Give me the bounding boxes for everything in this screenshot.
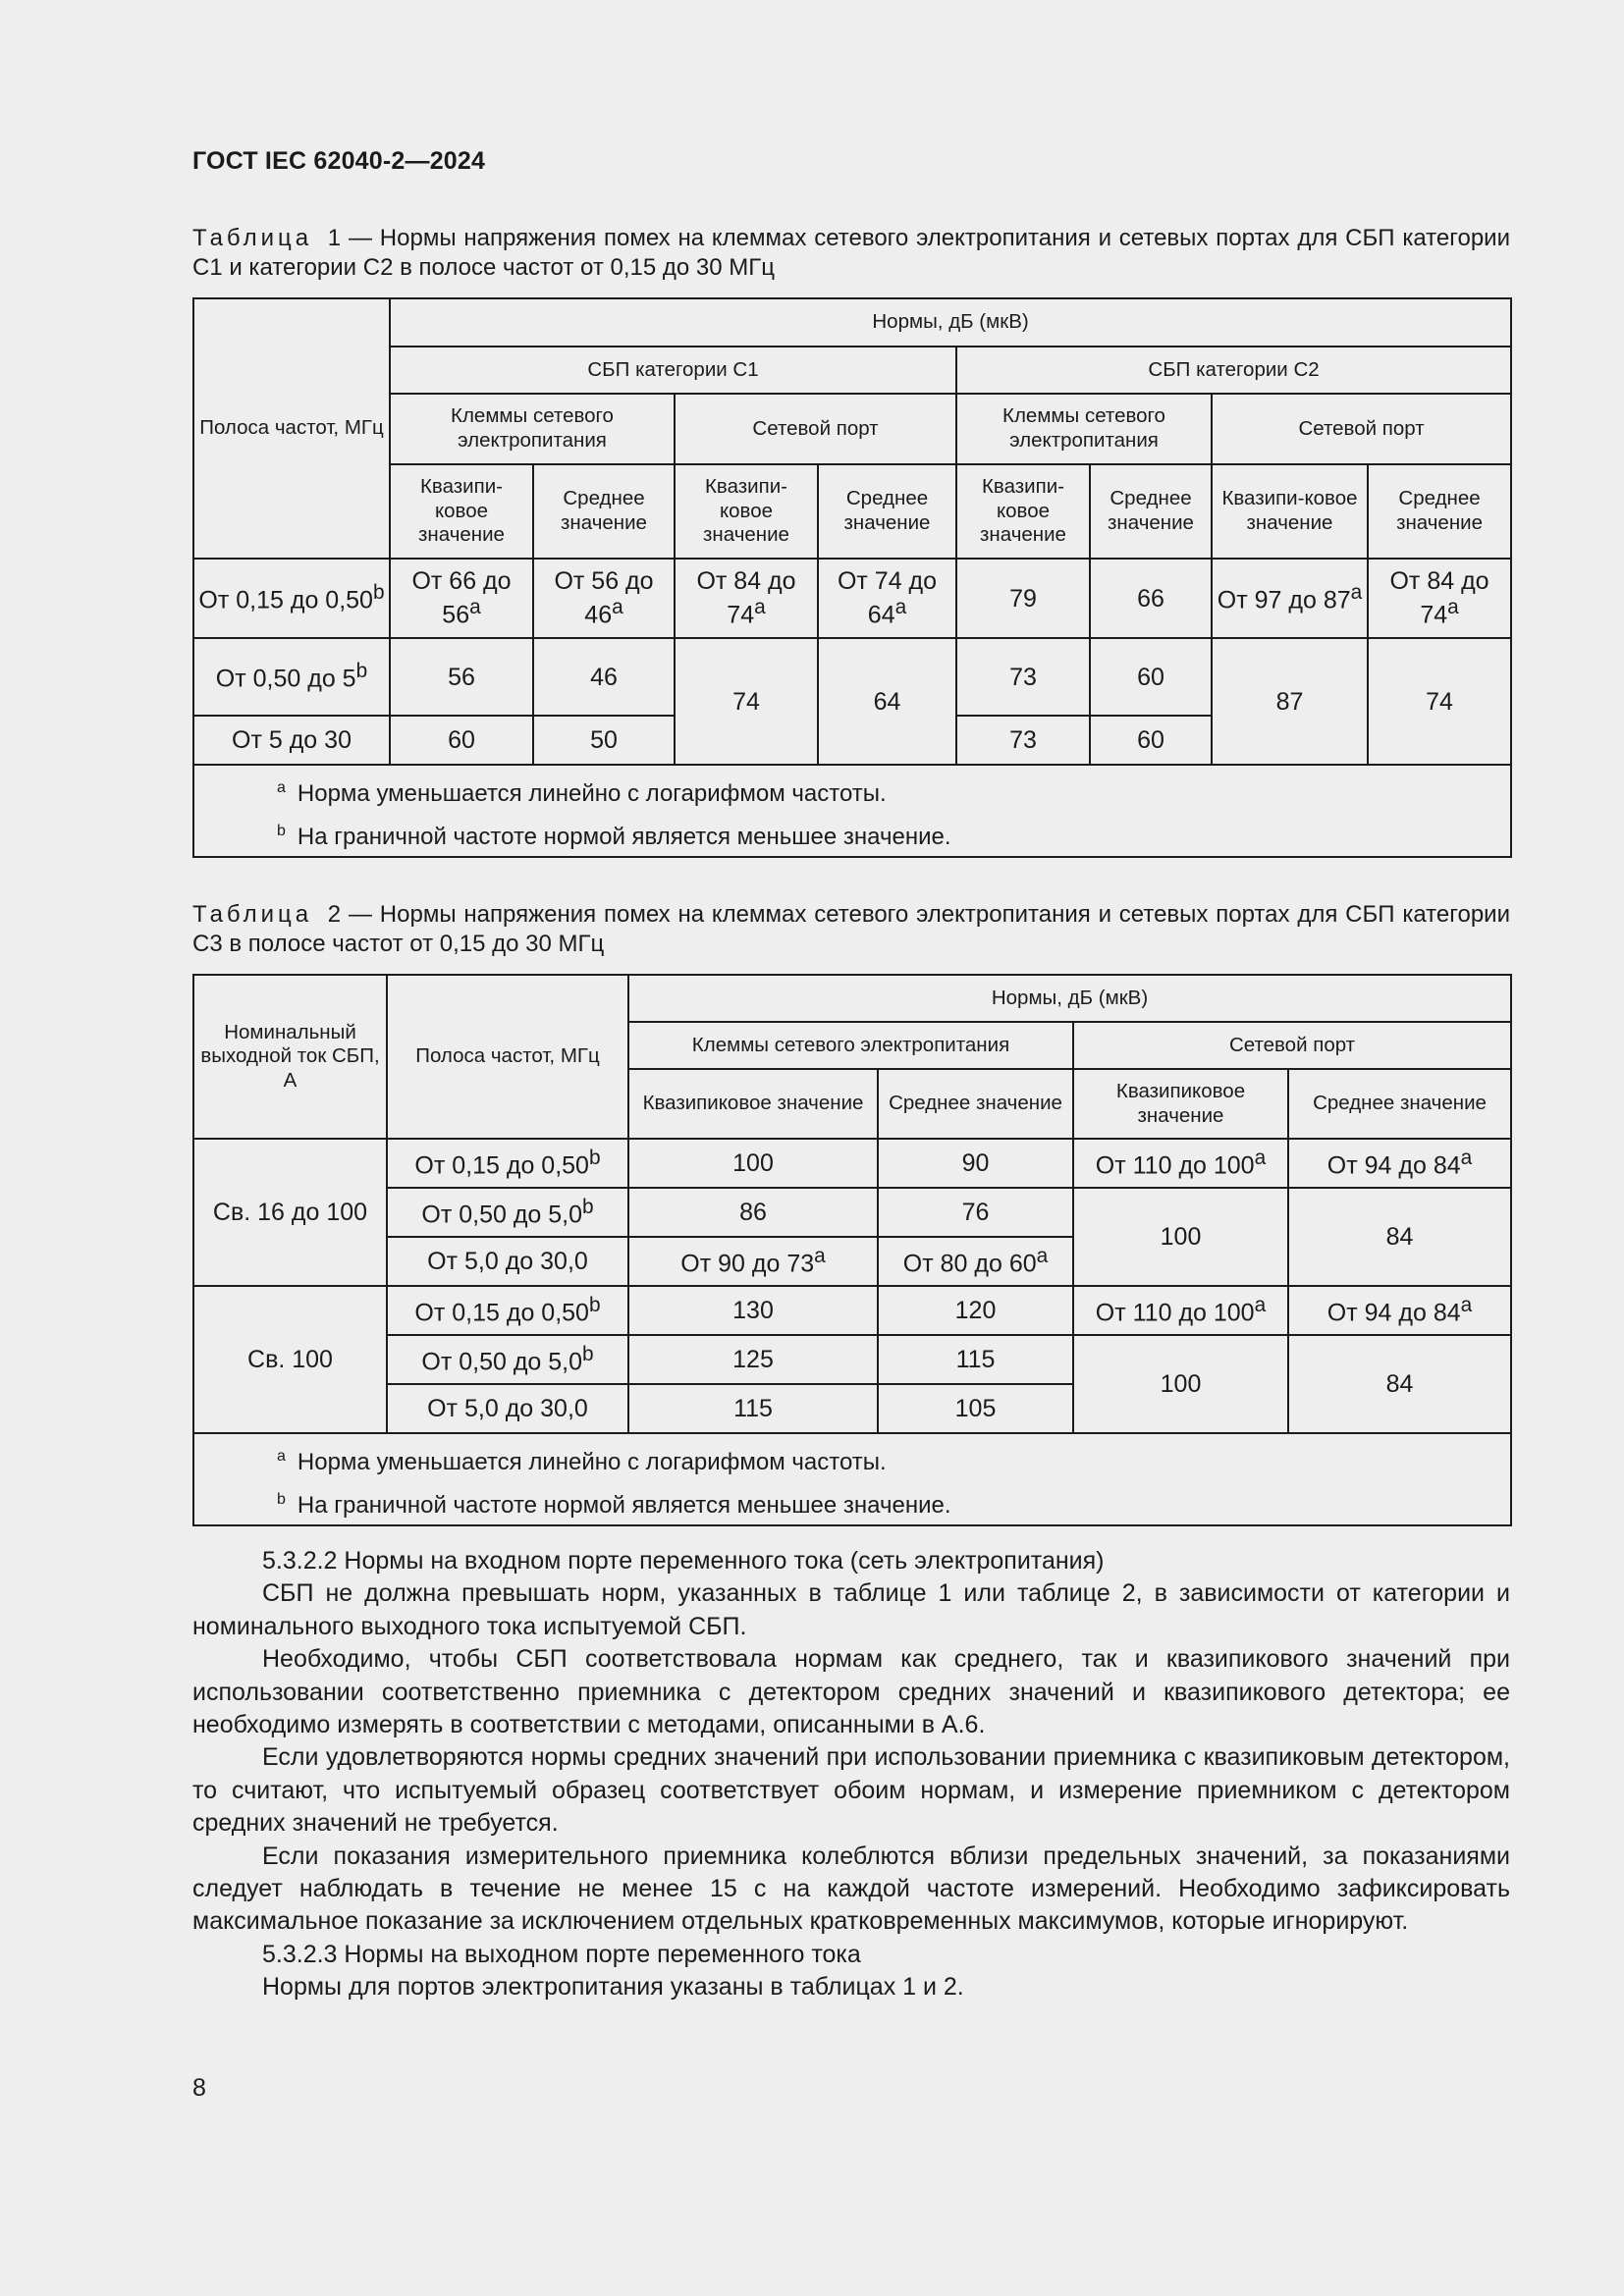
footnote-mark: a [277,1448,286,1465]
footnote-mark: a [1460,1293,1473,1316]
footnote-mark: a [1350,581,1363,605]
cell-value: От 97 до 87 [1217,586,1351,614]
cell-value: От 84 до 74 [1389,567,1489,629]
footnote-mark: a [1460,1146,1473,1169]
t2-cell: 84 [1288,1335,1511,1433]
footnote-mark: b [372,581,385,605]
table-row [193,1335,1511,1384]
table2 [192,974,1512,1526]
footnote-mark: a [277,779,286,796]
t2-cell: 76 [878,1188,1073,1237]
t2-cell: 115 [878,1335,1073,1384]
t1-cell: 73 [956,638,1090,716]
t1-h-qp: Квазипи-ковое значение [1212,464,1368,559]
t1-h-c2-mains: Клеммы сетевого электропитания [956,394,1212,464]
cell-value: От 110 до 100 [1095,1151,1255,1180]
cell-value: От 84 до 74 [696,567,796,629]
t1-cell: 60 [1090,716,1212,765]
t2-note-b: На граничной частоте нормой является меньшее значение. [297,1492,951,1519]
t1-cell [193,638,390,716]
t2-h-qp: Квазипиковое значение [1073,1069,1288,1139]
t1-cell [818,559,956,638]
table-row [193,1286,1511,1335]
t1-h-c1-net: Сетевой порт [675,394,956,464]
t1-cell: 66 [1090,559,1212,638]
t1-cell [533,559,675,638]
t2-cell: 100 [1073,1335,1288,1433]
footnote-mark: b [582,1195,594,1218]
cell-value: От 0,15 до 0,50 [198,586,373,614]
section-heading: 5.3.2.3 Нормы на выходном порте переменного тока [262,1940,861,1968]
footnote-mark: a [1254,1146,1267,1169]
table1 [192,297,1512,858]
cell-value: От 0,15 до 0,50 [414,1151,589,1180]
t2-cell: 100 [1073,1188,1288,1286]
paragraph: Необходимо, чтобы СБП соответствовала нормам как среднего, так и квазипикового значений при использовании соответственно приемника с детектором средних значений и квазипикового детектора; ее необходимо измерять в соответствии с методами, описанными в А.6. [192,1645,1510,1739]
t2-cell [387,1139,628,1188]
t2-cell [387,1188,628,1237]
cell-value: От 94 до 84 [1326,1299,1461,1327]
t2-h-qp: Квазипиковое значение [628,1069,878,1139]
t2-h-avg: Среднее значение [1288,1069,1511,1139]
t2-cell: 100 [628,1139,878,1188]
footnote-mark: b [582,1342,594,1365]
footnote-mark: b [277,1491,286,1508]
t2-cell [1288,1139,1511,1188]
page-number: 8 [192,2074,206,2102]
t2-cell [387,1335,628,1384]
t1-cell: 56 [390,638,533,716]
t1-h-c2-net: Сетевой порт [1212,394,1511,464]
t1-cell: От 5 до 30 [193,716,390,765]
t1-cell: 60 [390,716,533,765]
t1-h-avg: Среднее значение [533,464,675,559]
paragraph: СБП не должна превышать норм, указанных в таблице 1 или таблице 2, в зависимости от категории и номинального выходного тока испытуемой СБП. [192,1579,1510,1640]
table1-caption-label: Таблица [192,225,313,251]
cell-value: От 80 до 60 [902,1250,1037,1278]
t2-h-norms: Нормы, дБ (мкВ) [628,975,1511,1022]
t2-cell [387,1286,628,1335]
t2-cell [1073,1286,1288,1335]
cell-value: От 0,50 до 5,0 [421,1348,583,1376]
body-text [192,1545,1510,2004]
t1-cell: 74 [1368,638,1511,765]
t1-cell [675,559,818,638]
t2-cell: 90 [878,1139,1073,1188]
t1-note-b: На граничной частоте нормой является меньшее значение. [297,824,951,850]
t2-cell: 84 [1288,1188,1511,1286]
t1-cell: 73 [956,716,1090,765]
table-row [193,1188,1511,1237]
t1-h-qp: Квазипи-ковое значение [390,464,533,559]
cell-value: От 0,50 до 5,0 [421,1201,583,1229]
cell-value: От 56 до 46 [554,567,654,629]
paragraph: Если показания измерительного приемника колеблются вблизи предельных значений, за показаниями следует наблюдать в течение не менее 15 с на каждой частоте измерений. Необходимо зафиксировать максимальное показание за исключением отдельных кратковременных максимумов, которые игнорируют. [192,1842,1510,1936]
table-row [193,559,1511,638]
t1-h-qp: Квазипи-ковое значение [675,464,818,559]
t2-cell: 105 [878,1384,1073,1433]
t1-h-norms: Нормы, дБ (мкВ) [390,298,1511,347]
t2-h-current: Номинальный выходной ток СБП, А [193,975,387,1139]
footnote-mark: a [754,596,766,619]
t2-cell: 115 [628,1384,878,1433]
t1-h-avg: Среднее значение [1090,464,1212,559]
t2-cell: 120 [878,1286,1073,1335]
t1-h-freq: Полоса частот, МГц [193,298,390,559]
footnote-mark: a [814,1244,826,1267]
footnote-mark: b [588,1146,601,1169]
t1-cell: 46 [533,638,675,716]
t1-cell [1212,559,1368,638]
t2-h-avg: Среднее значение [878,1069,1073,1139]
table1-caption-text: 1 — Нормы напряжения помех на клеммах сетевого электропитания и сетевых портах для СБП категории С1 и категории С2 в полосе частот от 0,15 до 30 МГц [192,225,1510,281]
footnote-mark: a [612,596,623,619]
t1-cell: 60 [1090,638,1212,716]
t1-cell: 79 [956,559,1090,638]
t1-h-c2: СБП категории С2 [956,347,1511,394]
cell-value: От 110 до 100 [1095,1299,1255,1327]
section-heading: 5.3.2.2 Нормы на входном порте переменного тока (сеть электропитания) [262,1547,1105,1575]
t2-cell: От 5,0 до 30,0 [387,1237,628,1286]
footnote-mark: b [588,1293,601,1316]
footnote-mark: b [355,660,368,683]
paragraph: Если удовлетворяются нормы средних значений при использовании приемника с квазипиковым детектором, то считают, что испытуемый образец соответствует обоим нормам, и измерение приемником с детектором средних значений не требуется. [192,1743,1510,1838]
t1-cell [390,559,533,638]
table-row [193,1139,1511,1188]
table2-caption [192,900,1510,959]
t2-cell [1288,1286,1511,1335]
t1-cell: 74 [675,638,818,765]
t1-footnotes [193,765,1511,857]
t2-cell: 125 [628,1335,878,1384]
footnote-mark: a [894,596,907,619]
t1-cell [193,559,390,638]
t1-cell: 64 [818,638,956,765]
t2-note-a: Норма уменьшается линейно с логарифмом частоты. [297,1449,887,1475]
cell-value: От 90 до 73 [680,1250,815,1278]
t2-h-freq: Полоса частот, МГц [387,975,628,1139]
t2-h-mains: Клеммы сетевого электропитания [628,1022,1073,1069]
footnote-mark: a [1447,596,1459,619]
t2-cell: 130 [628,1286,878,1335]
t1-h-avg: Среднее значение [818,464,956,559]
table-row [193,638,1511,716]
table2-caption-text: 2 — Нормы напряжения помех на клеммах сетевого электропитания и сетевых портах для СБП категории С3 в полосе частот от 0,15 до 30 МГц [192,901,1510,957]
cell-value: От 66 до 56 [411,567,512,629]
t2-cell [628,1237,878,1286]
t1-cell: 50 [533,716,675,765]
t1-note-a: Норма уменьшается линейно с логарифмом частоты. [297,780,887,807]
cell-value: От 0,50 до 5 [215,665,356,693]
table2-caption-label: Таблица [192,901,313,928]
footnote-mark: b [277,823,286,839]
t1-h-qp: Квазипи-ковое значение [956,464,1090,559]
t1-cell [1368,559,1511,638]
t2-cell [1073,1139,1288,1188]
footnote-mark: a [1036,1244,1049,1267]
t1-h-c1-mains: Клеммы сетевого электропитания [390,394,675,464]
t2-cell [878,1237,1073,1286]
footnote-mark: a [469,596,481,619]
paragraph: Нормы для портов электропитания указаны в таблицах 1 и 2. [262,1973,964,2002]
standard-designation: ГОСТ IEC 62040-2—2024 [192,147,486,175]
table1-caption [192,224,1510,283]
t2-cell-current: Св. 100 [193,1286,387,1433]
cell-value: От 74 до 64 [837,567,938,629]
t2-cell: От 5,0 до 30,0 [387,1384,628,1433]
t2-h-net: Сетевой порт [1073,1022,1511,1069]
t1-cell: 87 [1212,638,1368,765]
t2-cell: 86 [628,1188,878,1237]
t1-h-avg: Среднее значение [1368,464,1511,559]
t2-footnotes [193,1433,1511,1525]
cell-value: От 94 до 84 [1326,1151,1461,1180]
cell-value: От 0,15 до 0,50 [414,1299,589,1327]
footnote-mark: a [1254,1293,1267,1316]
t1-h-c1: СБП категории С1 [390,347,956,394]
t2-cell-current: Св. 16 до 100 [193,1139,387,1286]
